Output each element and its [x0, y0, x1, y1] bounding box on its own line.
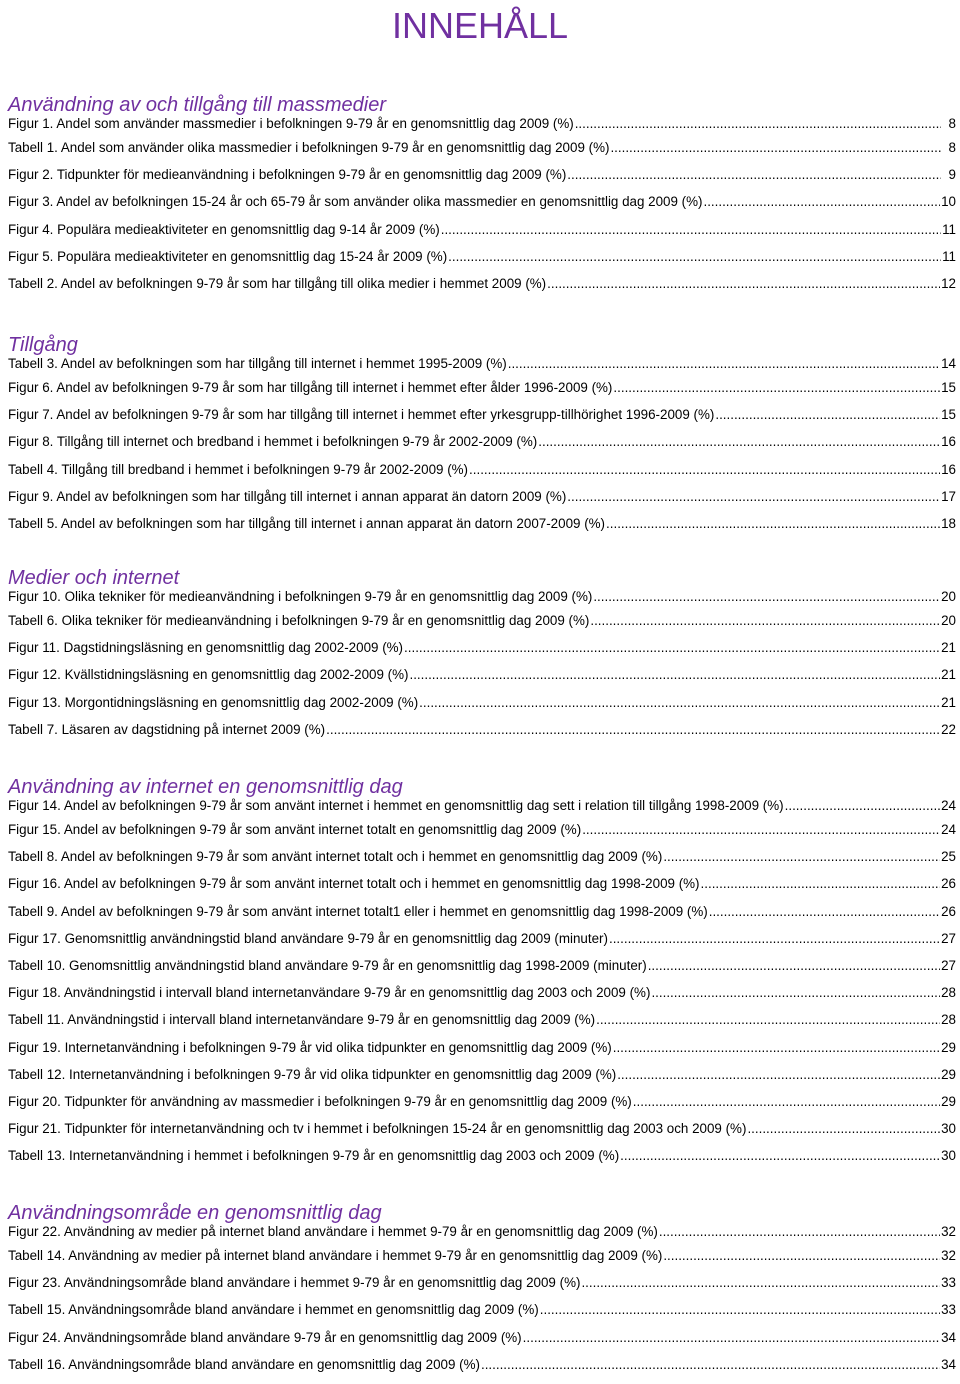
toc-entry-label: Tabell 16. Användningsområde bland användare en genomsnittlig dag 2009 (%) — [8, 1356, 480, 1372]
toc-entry-label: Figur 20. Tidpunkter för användning av massmedier i befolkningen 9-79 år en genomsnittlig dag 2009 (%) — [8, 1093, 632, 1109]
toc-entry-page-number: 17 — [941, 488, 956, 504]
dot-leader — [617, 1067, 940, 1083]
toc-entry-page-number: 27 — [941, 930, 956, 946]
toc-entry-page-number: 15 — [941, 380, 956, 395]
toc-entry[interactable] — [8, 1275, 956, 1302]
toc-entry[interactable] — [8, 276, 956, 303]
toc-entry-label: Figur 15. Andel av befolkningen 9-79 år som använt internet totalt en genomsnittlig dag 2009 (%) — [8, 822, 582, 837]
toc-entry[interactable] — [8, 722, 956, 749]
toc-entry-page-number: 32 — [941, 1224, 956, 1239]
toc-entry-label: Tabell 6. Olika tekniker för medieanvändning i befolkningen 9-79 år en genomsnittlig dag 2009 (%) — [8, 613, 590, 628]
toc-entry-page-number: 26 — [941, 876, 956, 892]
toc-entry-page-number: 29 — [941, 1039, 956, 1055]
toc-entry-label: Tabell 2. Andel av befolkningen 9-79 år som har tillgång till olika medier i hemmet 2009 (%) — [8, 275, 547, 291]
toc-entry[interactable] — [8, 194, 956, 221]
dot-leader — [606, 516, 940, 532]
toc-entry-page-number: 34 — [941, 1356, 956, 1372]
toc-entry[interactable] — [8, 1330, 956, 1357]
toc-entry-page-number: 16 — [941, 461, 956, 477]
dot-leader — [593, 589, 940, 605]
dot-leader — [567, 167, 941, 183]
toc-entry[interactable] — [8, 356, 956, 380]
toc-entry[interactable] — [8, 1224, 956, 1248]
dot-leader — [567, 489, 940, 505]
dot-leader — [701, 876, 941, 892]
dot-leader — [523, 1330, 940, 1346]
dot-leader — [648, 958, 940, 974]
toc-entry-page-number: 32 — [941, 1248, 956, 1263]
toc-entry[interactable] — [8, 904, 956, 931]
dot-leader — [747, 1121, 940, 1137]
toc-entry-label: Tabell 12. Internetanvändning i befolkningen 9-79 år vid olika tidpunkter en genomsnittlig dag 2009 (%) — [8, 1066, 617, 1082]
toc-entry[interactable] — [8, 1302, 956, 1329]
toc-entry[interactable] — [8, 167, 956, 194]
section-heading: Användningsområde en genomsnittlig dag — [8, 1202, 382, 1224]
toc-entry[interactable] — [8, 462, 956, 489]
toc-entry-label: Figur 7. Andel av befolkningen 9-79 år som har tillgång till internet i hemmet efter yrkesgrupp-tillhörighet 1996-2009 (%) — [8, 407, 715, 423]
dot-leader — [596, 1012, 940, 1028]
toc-entry[interactable] — [8, 380, 956, 407]
toc-entry-label: Figur 21. Tidpunkter för internetanvändning och tv i hemmet i befolkningen 15-24 år en genomsnittlig dag 2003 och 2009 (%) — [8, 1121, 747, 1137]
toc-entry-label: Figur 2. Tidpunkter för medieanvändning i befolkningen 9-79 år en genomsnittlig dag 2009 (%) — [8, 167, 567, 183]
dot-leader — [633, 1094, 940, 1110]
toc-entry-page-number: 15 — [941, 407, 956, 423]
toc-entry-page-number: 22 — [941, 721, 956, 737]
toc-entry-label: Tabell 4. Tillgång till bredband i hemmet i befolkningen 9-79 år 2002-2009 (%) — [8, 461, 469, 477]
toc-entry-page-number: 21 — [941, 640, 956, 656]
dot-leader — [620, 1148, 940, 1164]
page-title: INNEHÅLL — [391, 5, 569, 46]
toc-entry-page-number: 28 — [941, 1012, 956, 1028]
toc-entry-label: Tabell 11. Användningstid i intervall bland internetanvändare 9-79 år en genomsnittlig dag 2009 (%) — [8, 1012, 596, 1028]
toc-entry[interactable] — [8, 1040, 956, 1067]
dot-leader — [715, 407, 940, 423]
toc-entry-label: Tabell 8. Andel av befolkningen 9-79 år som använt internet totalt och i hemmet en genomsnittlig dag 2009 (%) — [8, 849, 663, 865]
toc-entry[interactable] — [8, 1148, 956, 1175]
toc-entry-label: Figur 18. Användningstid i intervall bland internetanvändare 9-79 år en genomsnittlig dag 2003 och 2009 (%) — [8, 985, 651, 1001]
dot-leader — [404, 640, 940, 656]
toc-entry-page-number: 20 — [941, 613, 956, 628]
toc-entry-label: Figur 13. Morgontidningsläsning en genomsnittlig dag 2002-2009 (%) — [8, 694, 419, 710]
toc-entry[interactable] — [8, 876, 956, 903]
toc-entry-page-number: 27 — [941, 957, 956, 973]
toc-entry[interactable] — [8, 1012, 956, 1039]
dot-leader — [538, 434, 940, 450]
toc-entry-page-number: 21 — [941, 694, 956, 710]
toc-entry[interactable] — [8, 140, 956, 167]
toc-entry[interactable] — [8, 667, 956, 694]
toc-entry[interactable] — [8, 1248, 956, 1275]
toc-entry-label: Figur 11. Dagstidningsläsning en genomsnittlig dag 2002-2009 (%) — [8, 640, 404, 656]
dot-leader — [709, 904, 940, 920]
toc-entry-label: Tabell 14. Användning av medier på internet bland användare i hemmet 9-79 år en genomsnittlig dag 2009 (%) — [8, 1248, 663, 1263]
toc-entry-label: Figur 1. Andel som använder massmedier i befolkningen 9-79 år en genomsnittlig dag 2009 (%) — [8, 116, 574, 131]
toc-entry-label: Figur 17. Genomsnittlig användningstid bland användare 9-79 år en genomsnittlig dag 2009 (minuter) — [8, 930, 608, 946]
toc-entry-page-number: 24 — [941, 822, 956, 837]
toc-entry-label: Tabell 10. Genomsnittlig användningstid bland användare 9-79 år en genomsnittlig dag 1998-2009 (minuter) — [8, 957, 647, 973]
dot-leader — [613, 1040, 940, 1056]
toc-entry-label: Figur 8. Tillgång till internet och bredband i hemmet i befolkningen 9-79 år 2002-2009 (%) — [8, 434, 538, 450]
toc-entry-page-number: 29 — [941, 1093, 956, 1109]
toc-entry-page-number: 21 — [941, 667, 956, 683]
section-heading: Tillgång — [8, 334, 78, 356]
section-heading: Användning av och tillgång till massmedier — [8, 94, 386, 116]
toc-entry-label: Figur 9. Andel av befolkningen som har tillgång till internet i annan apparat än datorn 2009 (%) — [8, 488, 567, 504]
dot-leader — [659, 1224, 940, 1240]
dot-leader — [590, 613, 940, 629]
dot-leader — [326, 722, 940, 738]
dot-leader — [613, 380, 940, 396]
toc-entry-page-number: 20 — [941, 589, 956, 604]
dot-leader — [540, 1302, 940, 1318]
toc-entry-label: Figur 14. Andel av befolkningen 9-79 år som använt internet i hemmet en genomsnittlig dag sett i relation till tillgång 1998-2009 (%) — [8, 798, 784, 813]
toc-section — [0, 1202, 956, 1384]
toc-entry-page-number: 30 — [941, 1148, 956, 1164]
toc-section — [0, 94, 956, 303]
toc-entry-page-number: 12 — [941, 275, 956, 291]
toc-entry-label: Tabell 5. Andel av befolkningen som har tillgång till internet i annan apparat än datorn 2007-2009 (%) — [8, 515, 606, 531]
toc-entry-page-number: 16 — [941, 434, 956, 450]
toc-entry-page-number: 33 — [941, 1275, 956, 1291]
section-heading: Användning av internet en genomsnittlig dag — [8, 776, 403, 798]
toc-entry[interactable] — [8, 695, 956, 722]
toc-section — [0, 334, 956, 543]
dot-leader — [469, 462, 940, 478]
toc-section — [0, 776, 956, 1175]
toc-entry-page-number: 33 — [941, 1302, 956, 1318]
toc-entry-page-number: 10 — [941, 194, 956, 210]
toc-entry-page-number: 9 — [948, 167, 956, 183]
toc-entry-label: Figur 22. Användning av medier på internet bland användare i hemmet 9-79 år en genomsnittlig dag 2009 (%) — [8, 1224, 658, 1239]
toc-entry-label: Figur 5. Populära medieaktiviteter en genomsnittlig dag 15-24 år 2009 (%) — [8, 248, 448, 264]
toc-entry[interactable] — [8, 958, 956, 985]
dot-leader — [419, 695, 940, 711]
dot-leader — [409, 667, 940, 683]
toc-entry-page-number: 11 — [942, 221, 956, 237]
toc-entry[interactable] — [8, 407, 956, 434]
toc-entry[interactable] — [8, 1357, 956, 1384]
toc-entry-label: Figur 12. Kvällstidningsläsning en genomsnittlig dag 2002-2009 (%) — [8, 667, 409, 683]
dot-leader — [663, 849, 940, 865]
toc-entry[interactable] — [8, 985, 956, 1012]
toc-entry-label: Tabell 3. Andel av befolkningen som har tillgång till internet i hemmet 1995-2009 (%) — [8, 356, 507, 371]
toc-entry[interactable] — [8, 1067, 956, 1094]
toc-entry[interactable] — [8, 849, 956, 876]
toc-entry-page-number: 11 — [942, 248, 956, 264]
dot-leader — [609, 931, 940, 947]
toc-entry-label: Figur 23. Användningsområde bland användare i hemmet 9-79 år en genomsnittlig dag 2009 (%) — [8, 1275, 581, 1291]
toc-entry-page-number: 18 — [941, 515, 956, 531]
toc-entry-page-number: 14 — [941, 356, 956, 371]
dot-leader — [547, 276, 940, 292]
dot-leader — [610, 140, 941, 156]
toc-entry-label: Tabell 13. Internetanvändning i hemmet i befolkningen 9-79 år en genomsnittlig dag 2003 och 2009 (%) — [8, 1148, 620, 1164]
toc-entry[interactable] — [8, 931, 956, 958]
toc-section — [0, 567, 956, 749]
dot-leader — [663, 1248, 940, 1264]
toc-entry[interactable] — [8, 640, 956, 667]
toc-entry-label: Figur 10. Olika tekniker för medieanvändning i befolkningen 9-79 år en genomsnittlig dag 2009 (%) — [8, 589, 593, 604]
dot-leader — [508, 356, 940, 372]
section-heading: Medier och internet — [8, 567, 180, 589]
toc-entry-page-number: 30 — [941, 1121, 956, 1137]
toc-entry[interactable] — [8, 489, 956, 516]
dot-leader — [582, 822, 940, 838]
dot-leader — [651, 985, 940, 1001]
toc-entry[interactable] — [8, 822, 956, 849]
toc-entry-page-number: 26 — [941, 903, 956, 919]
dot-leader — [703, 194, 940, 210]
toc-entry[interactable] — [8, 613, 956, 640]
dot-leader — [785, 798, 940, 814]
dot-leader — [481, 1357, 940, 1373]
toc-entry-page-number: 24 — [941, 798, 956, 813]
toc-entry[interactable] — [8, 222, 956, 249]
toc-entry[interactable] — [8, 1121, 956, 1148]
toc-entry-label: Tabell 9. Andel av befolkningen 9-79 år som använt internet totalt1 eller i hemmet en genomsnittlig dag 1998-2009 (%) — [8, 903, 708, 919]
toc-entry-label: Figur 3. Andel av befolkningen 15-24 år och 65-79 år som använder olika massmedier en genomsnittlig dag 2009 (%) — [8, 194, 703, 210]
toc-entry-page-number: 8 — [948, 116, 956, 131]
toc-entry[interactable] — [8, 116, 956, 140]
toc-entry[interactable] — [8, 434, 956, 461]
toc-entry-page-number: 28 — [941, 985, 956, 1001]
toc-entry-page-number: 25 — [941, 849, 956, 865]
toc-entry-page-number: 8 — [948, 140, 956, 155]
toc-entry-label: Tabell 7. Läsaren av dagstidning på internet 2009 (%) — [8, 721, 326, 737]
toc-entry-label: Tabell 1. Andel som använder olika massmedier i befolkningen 9-79 år en genomsnittlig dag 2009 (%) — [8, 140, 610, 155]
toc-entry[interactable] — [8, 249, 956, 276]
toc-entry[interactable] — [8, 1094, 956, 1121]
toc-entry-page-number: 34 — [941, 1329, 956, 1345]
dot-leader — [448, 249, 941, 265]
toc-entry[interactable] — [8, 798, 956, 822]
toc-entry-label: Tabell 15. Användningsområde bland användare i hemmet en genomsnittlig dag 2009 (%) — [8, 1302, 539, 1318]
toc-entry[interactable] — [8, 589, 956, 613]
toc-entry-label: Figur 19. Internetanvändning i befolkningen 9-79 år vid olika tidpunkter en genomsnittlig dag 2009 (%) — [8, 1039, 612, 1055]
toc-entry-label: Figur 4. Populära medieaktiviteter en genomsnittlig dag 9-14 år 2009 (%) — [8, 221, 440, 237]
dot-leader — [575, 116, 941, 132]
toc-entry[interactable] — [8, 516, 956, 543]
dot-leader — [441, 222, 941, 238]
toc-entry-label: Figur 24. Användningsområde bland användare 9-79 år en genomsnittlig dag 2009 (%) — [8, 1329, 522, 1345]
toc-entry-page-number: 29 — [941, 1066, 956, 1082]
dot-leader — [581, 1275, 940, 1291]
toc-entry-label: Figur 6. Andel av befolkningen 9-79 år som har tillgång till internet i hemmet efter ålder 1996-2009 (%) — [8, 380, 613, 395]
toc-entry-label: Figur 16. Andel av befolkningen 9-79 år som använt internet totalt och i hemmet en genomsnittlig dag 1998-2009 (%) — [8, 876, 700, 892]
